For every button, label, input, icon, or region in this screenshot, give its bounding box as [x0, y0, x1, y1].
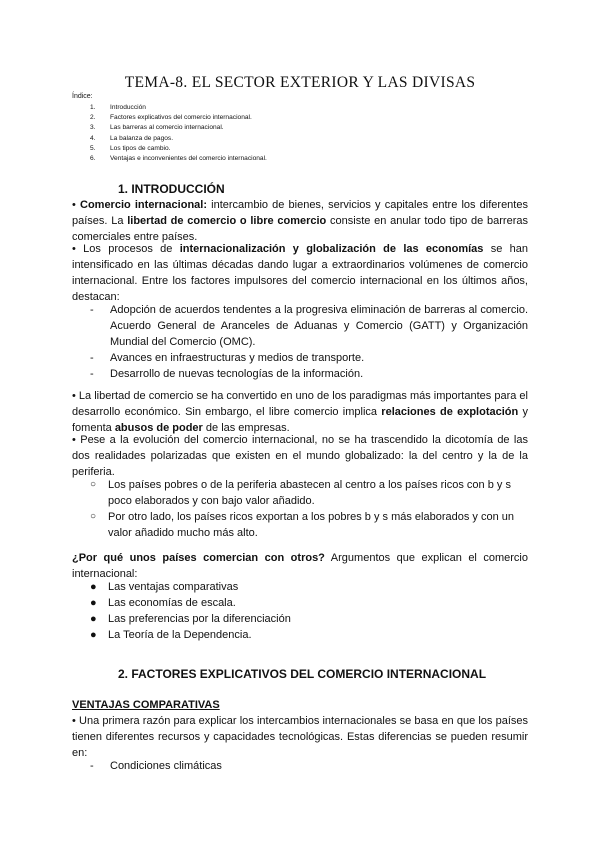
index-item: 2. Factores explicativos del comercio internacional.	[90, 114, 252, 122]
page-title: TEMA-8. EL SECTOR EXTERIOR Y LAS DIVISAS	[124, 74, 476, 91]
index-item: 1. Introducción	[90, 104, 146, 111]
list-item: ○ Los países pobres o de la periferia abastecen al centro a los países ricos con b y s poco elaborados y con bajo valor añadido.	[90, 479, 511, 507]
paragraph-libertad-comercio: • La libertad de comercio se ha convertido en uno de los paradigmas más importantes para el desarrollo económico. Sin embargo, el libre comercio implica relaciones de explotación y fomenta abusos de poder de las empresas.	[72, 390, 528, 434]
index-item: 5. Los tipos de cambio.	[90, 144, 171, 152]
index-label: Índice:	[72, 93, 93, 100]
list-item: ● Las ventajas comparativas	[90, 581, 239, 593]
subheading-ventajas-comparativas: VENTAJAS COMPARATIVAS	[72, 699, 220, 711]
index-item: 4. La balanza de pagos.	[90, 134, 174, 142]
section-heading-factores: 2. FACTORES EXPLICATIVOS DEL COMERCIO INTERNACIONAL	[118, 667, 487, 681]
paragraph-primera-razon: • Una primera razón para explicar los intercambios internacionales se basa en que los países tienen diferentes recursos y capacidades tecnológicas. Estas diferencias se pueden resumir en:	[72, 715, 528, 759]
index-list	[90, 103, 267, 164]
paragraph-comercio-internacional: • Comercio internacional: intercambio de bienes, servicios y capitales entre los diferentes países. La libertad de comercio o libre comercio consiste en anular todo tipo de barreras comerciales entre países.	[72, 199, 528, 243]
paragraph-dicotomia: • Pese a la evolución del comercio internacional, no se ha trascendido la dicotomía de las dos realidades polarizadas que existen en el mundo globalizado: la del centro y la de la periferia.	[72, 434, 528, 478]
centro-periferia-list	[90, 477, 528, 541]
list-item: - Adopción de acuerdos tendentes a la progresiva eliminación de barreras al comercio. Acuerdo General de Aranceles de Aduanas y Comercio (GATT) y Organización Mundial del Comercio (OMC).	[90, 304, 528, 348]
paragraph-globalizacion: • Los procesos de internacionalización y globalización de las economías se han intensificado en las últimas décadas dando lugar a extraordinarios volúmenes de comercio internacional. Entre los factores impulsores del comercio internacional en los últimos años, destacan:	[72, 243, 528, 303]
diferencias-list	[90, 758, 528, 774]
factors-list	[90, 302, 528, 382]
section-heading-introduccion: 1. INTRODUCCIÓN	[118, 182, 225, 196]
index-item: 3. Las barreras al comercio internacional.	[90, 124, 224, 132]
argumentos-list	[90, 579, 528, 643]
paragraph-por-que: ¿Por qué unos países comercian con otros? Argumentos que explican el comercio internacional:	[72, 552, 528, 580]
index-item: 6. Ventajas e inconvenientes del comercio internacional.	[90, 155, 267, 163]
list-item: ● Las preferencias por la diferenciación	[90, 613, 291, 625]
list-item: ○ Por otro lado, los países ricos exportan a los pobres b y s más elaborados y con un valor añadido mucho más alto.	[90, 511, 514, 539]
list-item: - Condiciones climáticas	[90, 760, 222, 772]
list-item: ● Las economías de escala.	[90, 597, 236, 609]
list-item: ● La Teoría de la Dependencia.	[90, 629, 252, 641]
list-item: - Desarrollo de nuevas tecnologías de la información.	[90, 368, 364, 380]
list-item: - Avances en infraestructuras y medios de transporte.	[90, 352, 365, 364]
